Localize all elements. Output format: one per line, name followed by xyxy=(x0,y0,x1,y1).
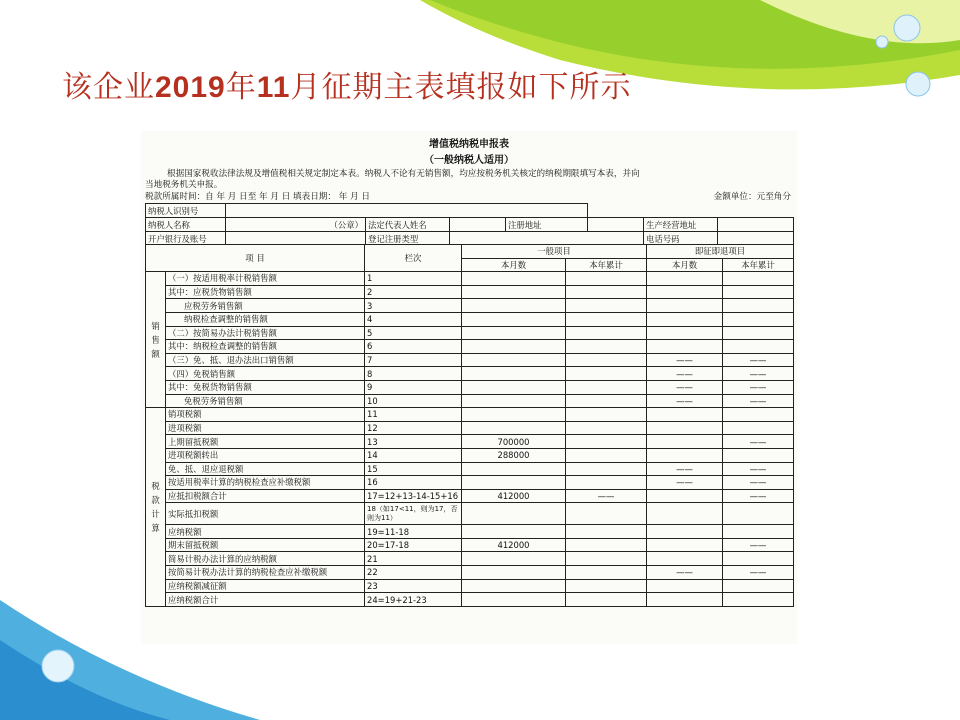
row-lanci: 3 xyxy=(365,299,462,313)
table-row xyxy=(146,299,794,313)
row-lanci: 20=17-18 xyxy=(365,538,462,552)
row-lanci: 21 xyxy=(365,552,462,566)
row-immediate-year[interactable] xyxy=(723,552,794,566)
row-immediate-year[interactable]: —— xyxy=(723,538,794,552)
col-header-general-month: 本月数 xyxy=(462,258,566,272)
row-immediate-year[interactable]: —— xyxy=(723,353,794,367)
row-item-label: 应纳税额合计 xyxy=(166,593,365,607)
row-general-year[interactable] xyxy=(566,538,647,552)
col-header-immediate-month: 本月数 xyxy=(647,258,723,272)
taxpayer-info-table xyxy=(145,203,794,246)
table-row xyxy=(146,593,794,607)
row-lanci: 7 xyxy=(365,353,462,367)
row-item-label: 上期留抵税额 xyxy=(166,435,365,449)
row-lanci: 23 xyxy=(365,579,462,593)
table-row xyxy=(146,476,794,490)
row-general-year[interactable] xyxy=(566,525,647,539)
row-lanci: 5 xyxy=(365,326,462,340)
table-row xyxy=(146,380,794,394)
row-general-month[interactable] xyxy=(462,503,566,525)
row-immediate-month[interactable]: —— xyxy=(647,394,723,408)
row-general-month[interactable] xyxy=(462,272,566,286)
seal-label: （公章） xyxy=(226,218,366,232)
row-general-year[interactable] xyxy=(566,353,647,367)
row-general-year[interactable] xyxy=(566,476,647,490)
row-general-year[interactable]: —— xyxy=(566,489,647,503)
biz-address-label: 生产经营地址 xyxy=(644,218,718,232)
col-header-general: 一般项目 xyxy=(462,245,647,259)
row-immediate-year[interactable] xyxy=(723,421,794,435)
row-immediate-month[interactable]: —— xyxy=(647,566,723,580)
row-general-year[interactable] xyxy=(566,394,647,408)
row-immediate-year[interactable] xyxy=(723,525,794,539)
row-lanci: 22 xyxy=(365,566,462,580)
row-immediate-year[interactable]: —— xyxy=(723,566,794,580)
row-immediate-year[interactable] xyxy=(723,312,794,326)
table-row xyxy=(146,566,794,580)
table-row xyxy=(146,503,794,525)
row-lanci: 18（如17<11，则为17，否则为11） xyxy=(365,503,462,525)
row-immediate-year[interactable]: —— xyxy=(723,462,794,476)
row-lanci: 10 xyxy=(365,394,462,408)
row-general-month[interactable] xyxy=(462,421,566,435)
row-general-year[interactable] xyxy=(566,408,647,422)
row-item-label: 进项税额 xyxy=(166,421,365,435)
row-immediate-month[interactable]: —— xyxy=(647,353,723,367)
row-item-label: 按适用税率计算的纳税检查应补缴税额 xyxy=(166,476,365,490)
table-row xyxy=(146,421,794,435)
col-header-lanci: 栏次 xyxy=(365,245,462,272)
row-immediate-year[interactable]: —— xyxy=(723,367,794,381)
row-general-month[interactable] xyxy=(462,312,566,326)
row-general-month[interactable] xyxy=(462,566,566,580)
table-row xyxy=(146,489,794,503)
row-immediate-month[interactable] xyxy=(647,538,723,552)
table-row xyxy=(146,394,794,408)
row-lanci: 15 xyxy=(365,462,462,476)
row-lanci: 24=19+21-23 xyxy=(365,593,462,607)
table-row xyxy=(146,408,794,422)
table-row xyxy=(146,435,794,449)
row-immediate-year[interactable] xyxy=(723,503,794,525)
row-immediate-month[interactable] xyxy=(647,340,723,354)
col-header-immediate: 即征即退项目 xyxy=(647,245,794,259)
row-lanci: 1 xyxy=(365,272,462,286)
form-intro-2: 当地税务机关申报。 xyxy=(145,180,223,190)
col-header-immediate-year: 本年累计 xyxy=(723,258,794,272)
row-lanci: 12 xyxy=(365,421,462,435)
table-row xyxy=(146,462,794,476)
reg-address-field[interactable] xyxy=(588,218,644,232)
row-item-label: （一）按适用税率计税销售额 xyxy=(166,272,365,286)
row-immediate-month[interactable] xyxy=(647,326,723,340)
row-general-month[interactable] xyxy=(462,476,566,490)
row-general-year[interactable] xyxy=(566,593,647,607)
row-item-label: 期末留抵税额 xyxy=(166,538,365,552)
row-general-month[interactable] xyxy=(462,353,566,367)
row-item-label: （四）免税销售额 xyxy=(166,367,365,381)
form-title: 增值税纳税申报表 xyxy=(429,139,509,150)
row-lanci: 14 xyxy=(365,448,462,462)
row-lanci: 13 xyxy=(365,435,462,449)
row-item-label: （三）免、抵、退办法出口销售额 xyxy=(166,353,365,367)
row-lanci: 6 xyxy=(365,340,462,354)
row-general-month[interactable] xyxy=(462,579,566,593)
group-label-tax: 税 款 计 算 xyxy=(146,408,166,607)
row-lanci: 19=11-18 xyxy=(365,525,462,539)
taxpayer-id-label: 纳税人识别号 xyxy=(146,204,226,218)
reg-address-label: 注册地址 xyxy=(506,218,588,232)
table-row xyxy=(146,340,794,354)
row-immediate-month[interactable] xyxy=(647,435,723,449)
row-general-month[interactable] xyxy=(462,285,566,299)
row-immediate-month[interactable] xyxy=(647,489,723,503)
slide-title: 该企业2019年11月征期主表填报如下所示 xyxy=(62,70,632,105)
row-immediate-month[interactable]: —— xyxy=(647,462,723,476)
row-immediate-month[interactable] xyxy=(647,285,723,299)
row-item-label: 按简易计税办法计算的纳税检查应补缴税额 xyxy=(166,566,365,580)
reg-type-label: 登记注册类型 xyxy=(366,232,450,246)
row-item-label: 其中：应税货物销售额 xyxy=(166,285,365,299)
row-item-label: 应抵扣税额合计 xyxy=(166,489,365,503)
form-period: 税款所属时间：自 年 月 日至 年 月 日 填表日期： 年 月 日 xyxy=(145,192,370,202)
row-item-label: 销项税额 xyxy=(166,408,365,422)
table-row xyxy=(146,448,794,462)
bank-label: 开户银行及账号 xyxy=(146,232,226,246)
row-immediate-year[interactable]: —— xyxy=(723,476,794,490)
row-item-label: 应纳税额减征额 xyxy=(166,579,365,593)
row-general-year[interactable] xyxy=(566,340,647,354)
row-general-month[interactable] xyxy=(462,380,566,394)
form-subtitle: （一般纳税人适用） xyxy=(424,155,514,166)
phone-label: 电话号码 xyxy=(644,232,718,246)
row-immediate-year[interactable]: —— xyxy=(723,394,794,408)
table-row xyxy=(146,367,794,381)
row-immediate-year[interactable] xyxy=(723,579,794,593)
row-item-label: 纳税检查调整的销售额 xyxy=(166,312,365,326)
declaration-table xyxy=(145,244,794,607)
row-general-year[interactable] xyxy=(566,367,647,381)
row-general-month[interactable] xyxy=(462,593,566,607)
row-immediate-year[interactable] xyxy=(723,408,794,422)
row-general-year[interactable] xyxy=(566,312,647,326)
row-immediate-month[interactable] xyxy=(647,299,723,313)
row-general-month[interactable] xyxy=(462,552,566,566)
row-immediate-year[interactable] xyxy=(723,593,794,607)
row-general-year[interactable] xyxy=(566,285,647,299)
row-item-label: （二）按简易办法计税销售额 xyxy=(166,326,365,340)
row-item-label: 免、抵、退应退税额 xyxy=(166,462,365,476)
vat-return-form xyxy=(141,131,797,644)
row-immediate-year[interactable] xyxy=(723,448,794,462)
row-general-year[interactable] xyxy=(566,299,647,313)
col-header-item: 项 目 xyxy=(146,245,365,272)
row-immediate-year[interactable] xyxy=(723,299,794,313)
row-general-year[interactable] xyxy=(566,435,647,449)
row-immediate-month[interactable] xyxy=(647,448,723,462)
biz-address-field[interactable] xyxy=(718,218,794,232)
row-item-label: 免税劳务销售额 xyxy=(166,394,365,408)
row-immediate-year[interactable]: —— xyxy=(723,489,794,503)
table-row xyxy=(146,326,794,340)
row-immediate-month[interactable] xyxy=(647,579,723,593)
row-general-year[interactable] xyxy=(566,272,647,286)
row-item-label: 其中：纳税检查调整的销售额 xyxy=(166,340,365,354)
table-row xyxy=(146,312,794,326)
form-intro-1: 根据国家税收法律法规及增值税相关规定制定本表。纳税人不论有无销售额，均应按税务机关核定的纳税期限填写本表，并向 xyxy=(167,169,640,179)
row-item-label: 实际抵扣税额 xyxy=(166,503,365,525)
row-general-month[interactable] xyxy=(462,408,566,422)
row-immediate-year[interactable] xyxy=(723,340,794,354)
row-general-month[interactable]: 700000 xyxy=(462,435,566,449)
row-general-month[interactable] xyxy=(462,367,566,381)
table-row xyxy=(146,552,794,566)
row-item-label: 应税劳务销售额 xyxy=(166,299,365,313)
row-lanci: 8 xyxy=(365,367,462,381)
row-item-label: 其中：免税货物销售额 xyxy=(166,380,365,394)
row-immediate-month[interactable] xyxy=(647,312,723,326)
row-immediate-month[interactable] xyxy=(647,272,723,286)
row-immediate-year[interactable] xyxy=(723,326,794,340)
row-item-label: 进项税额转出 xyxy=(166,448,365,462)
row-general-year[interactable] xyxy=(566,448,647,462)
row-general-year[interactable] xyxy=(566,503,647,525)
row-immediate-month[interactable] xyxy=(647,503,723,525)
row-immediate-month[interactable] xyxy=(647,421,723,435)
row-immediate-year[interactable] xyxy=(723,285,794,299)
row-immediate-month[interactable]: —— xyxy=(647,367,723,381)
table-row xyxy=(146,285,794,299)
row-general-year[interactable] xyxy=(566,579,647,593)
row-immediate-month[interactable] xyxy=(647,408,723,422)
row-general-month[interactable]: 288000 xyxy=(462,448,566,462)
form-amount-unit: 金额单位：元至角分 xyxy=(713,192,791,202)
table-row xyxy=(146,538,794,552)
row-immediate-year[interactable] xyxy=(723,272,794,286)
taxpayer-id-field[interactable] xyxy=(226,204,588,218)
row-immediate-month[interactable]: —— xyxy=(647,476,723,490)
table-row xyxy=(146,272,794,286)
row-lanci: 17=12+13-14-15+16 xyxy=(365,489,462,503)
row-general-month[interactable] xyxy=(462,525,566,539)
row-general-month[interactable] xyxy=(462,326,566,340)
row-lanci: 11 xyxy=(365,408,462,422)
group-label-sales: 销 售 额 xyxy=(146,272,166,408)
row-general-year[interactable] xyxy=(566,566,647,580)
row-item-label: 简易计税办法计算的应纳税额 xyxy=(166,552,365,566)
row-lanci: 4 xyxy=(365,312,462,326)
row-general-month[interactable] xyxy=(462,394,566,408)
row-immediate-year[interactable]: —— xyxy=(723,435,794,449)
row-immediate-month[interactable] xyxy=(647,552,723,566)
legal-rep-label: 法定代表人姓名 xyxy=(366,218,450,232)
row-general-month[interactable] xyxy=(462,299,566,313)
row-general-month[interactable] xyxy=(462,462,566,476)
row-lanci: 9 xyxy=(365,380,462,394)
row-immediate-month[interactable] xyxy=(647,525,723,539)
row-general-year[interactable] xyxy=(566,462,647,476)
row-immediate-month[interactable] xyxy=(647,593,723,607)
row-lanci: 16 xyxy=(365,476,462,490)
row-general-month[interactable] xyxy=(462,340,566,354)
row-general-year[interactable] xyxy=(566,552,647,566)
row-item-label: 应纳税额 xyxy=(166,525,365,539)
row-immediate-month[interactable]: —— xyxy=(647,380,723,394)
row-immediate-year[interactable]: —— xyxy=(723,380,794,394)
legal-rep-field[interactable] xyxy=(450,218,506,232)
row-lanci: 2 xyxy=(365,285,462,299)
row-general-month[interactable]: 412000 xyxy=(462,538,566,552)
table-row xyxy=(146,579,794,593)
taxpayer-name-label: 纳税人名称 xyxy=(146,218,226,232)
table-row xyxy=(146,353,794,367)
row-general-year[interactable] xyxy=(566,326,647,340)
row-general-year[interactable] xyxy=(566,380,647,394)
table-row xyxy=(146,525,794,539)
col-header-general-year: 本年累计 xyxy=(566,258,647,272)
row-general-year[interactable] xyxy=(566,421,647,435)
row-general-month[interactable]: 412000 xyxy=(462,489,566,503)
